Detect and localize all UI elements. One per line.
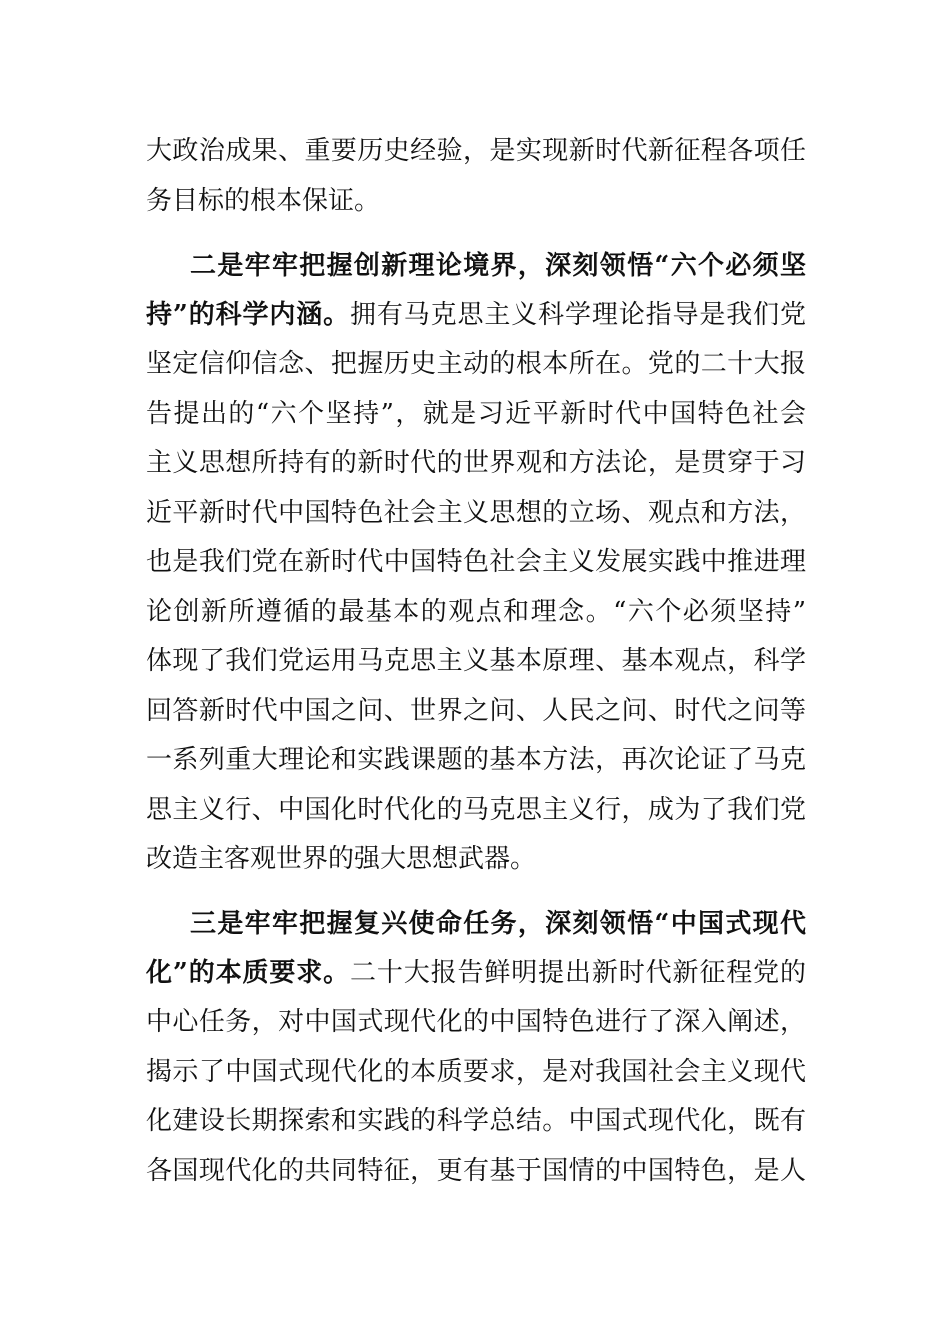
paragraph-2-heading-line-1: 二是牢牢把握创新理论境界，深刻领悟“六个必须坚 [190, 251, 806, 281]
paragraph-2-line-5: 主义思想所持有的新时代的世界观和方法论，是贯穿于习 [146, 448, 806, 478]
paragraph-2-line-8: 论创新所遵循的最基本的观点和理念。“六个必须坚持” [146, 597, 806, 627]
paragraph-3-line-5: 化建设长期探索和实践的科学总结。中国式现代化，既有 [146, 1106, 806, 1136]
paragraph-2-heading-tail: 持”的科学内涵。 [146, 300, 350, 330]
paragraph-1-line-1: 大政治成果、重要历史经验，是实现新时代新征程各项任 [146, 136, 806, 166]
paragraph-2-line-7: 也是我们党在新时代中国特色社会主义发展实践中推进理 [146, 547, 806, 577]
paragraph-2-line-4: 告提出的“六个坚持”，就是习近平新时代中国特色社会 [146, 399, 806, 429]
paragraph-3-line-3: 中心任务，对中国式现代化的中国特色进行了深入阐述， [146, 1007, 806, 1037]
paragraph-2-line-10: 回答新时代中国之问、世界之问、人民之问、时代之问等 [146, 696, 806, 726]
paragraph-2-line-2-text: 拥有马克思主义科学理论指导是我们党 [349, 300, 806, 330]
paragraph-3-heading-tail: 化”的本质要求。 [146, 958, 350, 988]
paragraph-2-line-12: 思主义行、中国化时代化的马克思主义行，成为了我们党 [146, 795, 806, 825]
paragraph-2-line-6: 近平新时代中国特色社会主义思想的立场、观点和方法， [146, 498, 806, 528]
paragraph-3-line-4: 揭示了中国式现代化的本质要求，是对我国社会主义现代 [146, 1057, 806, 1087]
paragraph-2-line-13: 改造主客观世界的强大思想武器。 [146, 844, 537, 874]
paragraph-3-line-2 [146, 948, 806, 998]
paragraph-3-line-6: 各国现代化的共同特征，更有基于国情的中国特色，是人 [146, 1156, 806, 1186]
paragraph-2-line-9: 体现了我们党运用马克思主义基本原理、基本观点，科学 [146, 646, 806, 676]
paragraph-3-heading-line-1: 三是牢牢把握复兴使命任务，深刻领悟“中国式现代 [190, 909, 806, 939]
paragraph-2-line-3: 坚定信仰信念、把握历史主动的根本所在。党的二十大报 [146, 349, 806, 379]
paragraph-2-line-2 [146, 290, 806, 340]
paragraph-3-line-2-text: 二十大报告鲜明提出新时代新征程党的 [349, 958, 806, 988]
paragraph-1-line-2: 务目标的根本保证。 [146, 186, 381, 216]
paragraph-2-line-11: 一系列重大理论和实践课题的基本方法，再次论证了马克 [146, 745, 806, 775]
